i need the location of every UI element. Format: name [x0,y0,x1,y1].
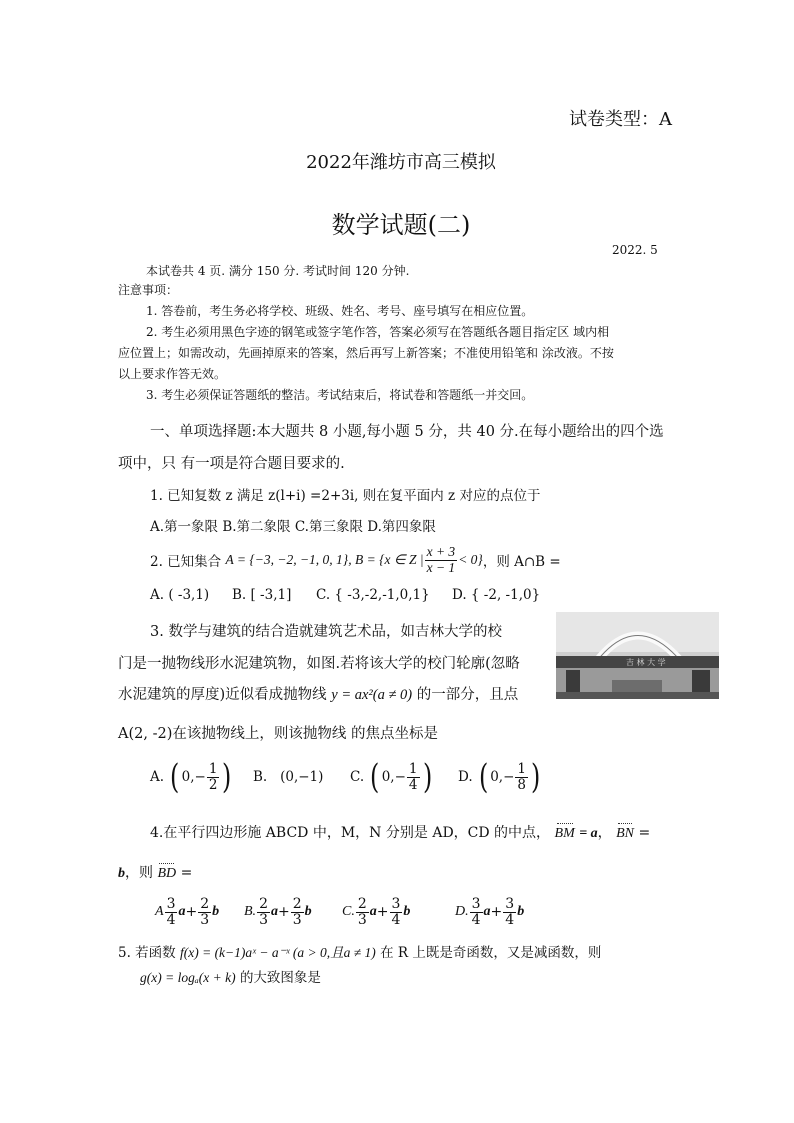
note-3: 3. 考生必须保证答题纸的整洁。考试结束后，将试卷和答题纸一并交回。 [146,388,534,402]
q3-a-zero: 0, [181,769,195,785]
exam-title: 2022年潍坊市高三模拟 [306,152,496,173]
q4-option-c-label: C. [342,904,355,919]
q4-vector-bd: BD [157,866,177,881]
notes-heading: 注意事项： [118,283,179,297]
q4-line1-text: 4.在平行四边形施 ABCD 中，M，N 分别是 AD，CD 的中点， [150,825,551,841]
q3-option-c-label: C. [350,769,365,785]
question-3-line-3 [118,683,518,704]
q4-option-b: B. $\frac{2}{3}$ a + $\frac{2}{3}$ b [244,895,312,928]
exam-summary: 本试卷共 4 页. 满分 150 分. 考试时间 120 分钟. [146,264,410,278]
q4-eq: = [638,825,651,841]
q4-option-d: D. $\frac{3}{4}$ a + $\frac{3}{4}$ b [455,895,525,928]
q3-a-num: 1 [208,761,218,778]
question-5-line-2 [140,966,321,986]
q2-frac-den: x − 1 [426,559,456,575]
question-3-line-1: 3. 数学与建筑的结合造就建筑艺术品，如吉林大学的校 [150,624,502,640]
q3-option-a: A. ( 0, − $\frac{1}{2}$ ) [150,757,232,797]
q3-d-zero: 0, [490,769,504,785]
q4-line2-mid: ，则 [125,865,153,881]
subject-title: 数学试题(二) [331,211,471,239]
question-3-line-2: 门是一抛物线形水泥建筑物，如图.若将该大学的校门轮廓(忽略 [118,656,520,672]
q4-option-b-label: B. [244,904,257,919]
q3-option-b-label: B. [253,769,268,785]
q4-b: b [118,866,125,881]
q2-fraction [425,545,458,574]
university-gate-photo [556,612,719,699]
note-2-line-3: 以上要求作答无效。 [118,367,227,381]
q3-parabola-formula: y = ax²(a ≠ 0) [331,687,413,703]
q3-a-minus: − [194,769,206,785]
q2-option-c: C. { -3,-2,-1,0,1} [316,587,430,603]
q2-suffix: ，则 A∩B = [482,554,561,570]
question-2-stem [150,537,561,583]
q4-line2-eq: = [180,865,193,881]
q4-option-a-label: A [155,904,164,919]
q4-option-a: A $\frac{3}{4}$ a + $\frac{2}{3}$ b [155,895,220,928]
q2-prefix: 2. 已知集合 [150,554,222,570]
q2-option-d: D. { -2, -1,0} [452,587,541,603]
q2-set-b-post: < 0} [458,552,483,567]
note-2-line-1: 2. 考生必须用黑色字迹的钢笔或签字笔作答，答案必须写在答题纸各题目指定区 域内相 [146,325,610,339]
q2-set-b-pre: , B = {x ∈ Z | [348,552,424,567]
q3-option-b [253,755,323,799]
q3-c-num: 1 [408,761,418,778]
q3-option-a-label: A. [150,769,165,785]
note-2-line-2: 应位置上；如需改动，先画掉原来的答案，然后再写上新答案；不准使用铅笔和 涂改液。不按 [118,346,614,360]
q3-line3-post: 的一部分，且点 [416,687,519,703]
q3-c-den: 4 [408,776,418,793]
q4-comma: ， [597,825,612,841]
question-1-options: A.第一象限 B.第二象限 C.第三象限 D.第四象限 [150,519,436,535]
q2-option-a: A. ( -3,1) [150,587,210,603]
q3-d-den: 8 [517,776,526,793]
paper-type-label: 试卷类型：A [569,109,672,130]
question-4-line-2 [118,862,192,882]
exam-date: 2022. 5 [612,243,658,257]
q5-line2-post: 的大致图象是 [239,970,321,986]
q3-c-minus: − [394,769,406,785]
q3-option-b-value: (0,−1) [280,769,324,785]
q2-option-b: B. [ -3,1] [232,587,292,603]
q5-line1-post: 在 R 上既是奇函数，又是减函数，则 [380,945,602,961]
gate-sign: 吉 林 大 学 [626,658,666,667]
q2-set-a: A = {−3, −2, −1, 0, 1} [225,552,349,567]
q5-function-formula: f(x) = (k−1)aˣ − a⁻ˣ (a > 0,且a ≠ 1) [179,945,376,960]
question-5-line-1 [118,941,601,961]
q3-c-zero: 0, [381,769,395,785]
q3-option-c: C. ( 0, − $\frac{1}{4}$ ) [350,757,432,797]
q4-eq-a: = a [579,826,598,841]
q5-log-formula: g(x) = logₐ(x + k) [140,970,236,985]
q4-option-d-label: D. [455,904,469,919]
section1-intro-line-1: 一、单项选择题:本大题共 8 小题,每小题 5 分，共 40 分.在每小题给出的四个选 [150,424,664,440]
q3-a-den: 2 [208,776,218,793]
question-1-stem: 1. 已知复数 z 满足 z(l+i) =2+3i, 则在复平面内 z 对应的点位于 [150,488,541,504]
q4-vector-bm: BM [554,826,575,841]
note-1: 1. 答卷前，考生务必将学校、班级、姓名、考号、座号填写在相应位置。 [146,304,534,318]
question-3-line-4: A(2, -2)在该抛物线上，则该抛物线 的焦点坐标是 [118,726,438,742]
section1-intro-line-2: 项中，只 有一项是符合题目要求的. [118,456,345,472]
q3-option-d-label: D. [458,769,473,785]
q5-line1-pre: 5. 若函数 [118,945,176,961]
q3-option-d: D. ( 0, − $\frac{1}{8}$ ) [458,757,541,797]
question-4-line-1 [150,822,650,842]
q2-frac-num: x + 3 [426,544,456,560]
q3-d-minus: − [503,769,515,785]
q4-option-c: C. $\frac{2}{3}$ a + $\frac{3}{4}$ b [342,895,411,928]
q3-d-num: 1 [517,761,526,778]
q3-line3-pre: 水泥建筑的厚度)近似看成抛物线 [118,687,327,703]
q4-vector-bn: BN [616,826,635,841]
